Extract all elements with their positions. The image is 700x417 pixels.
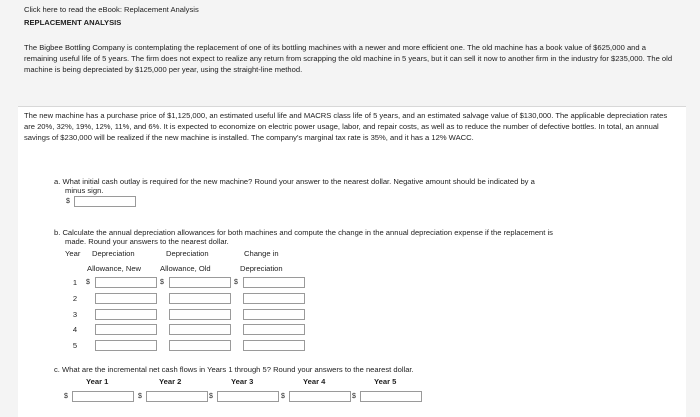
question-a-text: a. What initial cash outlay is required for the new machine? Round your answer to the nearest dollar. Negative amount should be indicated by a: [54, 177, 535, 186]
dep-change-year-2-input[interactable]: [243, 293, 305, 304]
header-depreciation-change: Depreciation: [240, 264, 283, 273]
header-change-in: Change in: [244, 249, 279, 258]
dep-old-year-5-input[interactable]: [169, 340, 231, 351]
dollar-sign: $: [66, 198, 70, 205]
problem-paragraph-2: The new machine has a purchase price of $1,125,000, an estimated useful life and MACRS class life of 5 years, and an estimated salvage value of $130,000. The applicable depreciation rates are 20%, 32%, 19%, 12%, 11%, and 6%. It is expected to economize on electric power usage, labor, and repair costs, as well as to reduce the number of defective bottles. In total, an annual savings of $230,000 will be realized if the new machine is installed. The company's marginal tax rate is 35%, and it has a 12% WACC.: [24, 111, 668, 143]
page-title: REPLACEMENT ANALYSIS: [24, 18, 122, 27]
cash-flow-year-4-input[interactable]: [289, 391, 351, 402]
question-c-text: c. What are the incremental net cash flows in Years 1 through 5? Round your answers to the nearest dollar.: [54, 365, 414, 374]
year-label: 5: [72, 341, 78, 350]
dollar-sign: $: [281, 393, 285, 400]
cash-flow-year-5-input[interactable]: [360, 391, 422, 402]
question-a-text-cont: minus sign.: [65, 186, 104, 195]
header-year-4: Year 4: [303, 377, 326, 386]
problem-paragraph-1: The Bigbee Bottling Company is contemplating the replacement of one of its bottling machines with a newer and more efficient one. The old machine has a book value of $625,000 and a remaining useful life of 5 years. The firm does not expect to realize any return from scrapping the old machine in 5 years, but it can sell it now to another firm in the industry for $235,000. The old machine is being depreciated by $125,000 per year, using the straight-line method.: [24, 43, 673, 75]
dollar-sign: $: [138, 393, 142, 400]
year-label: 1: [72, 278, 78, 287]
ebook-link[interactable]: Click here to read the eBook: Replacement Analysis: [24, 5, 199, 14]
header-depreciation-new: Depreciation: [92, 249, 135, 258]
dollar-sign: $: [86, 279, 90, 286]
header-allowance-new: Allowance, New: [87, 264, 142, 273]
header-year-2: Year 2: [159, 377, 182, 386]
dollar-sign: $: [64, 393, 68, 400]
dep-change-year-5-input[interactable]: [243, 340, 305, 351]
header-year-5: Year 5: [374, 377, 397, 386]
year-label: 2: [72, 294, 78, 303]
header-allowance-old: Allowance, Old: [160, 264, 211, 273]
dep-old-year-3-input[interactable]: [169, 309, 231, 320]
dep-new-year-3-input[interactable]: [95, 309, 157, 320]
dollar-sign: $: [352, 393, 356, 400]
question-b-text: b. Calculate the annual depreciation allowances for both machines and compute the change in the annual depreciation expense if the replacement is: [54, 228, 553, 237]
dep-old-year-4-input[interactable]: [169, 324, 231, 335]
cash-flow-year-1-input[interactable]: [72, 391, 134, 402]
question-b-text-cont: made. Round your answers to the nearest dollar.: [65, 237, 229, 246]
initial-outlay-input[interactable]: [74, 196, 136, 207]
dep-new-year-2-input[interactable]: [95, 293, 157, 304]
header-year-1: Year 1: [86, 377, 109, 386]
dep-change-year-1-input[interactable]: [243, 277, 305, 288]
dep-new-year-5-input[interactable]: [95, 340, 157, 351]
dollar-sign: $: [160, 279, 164, 286]
year-label: 4: [72, 325, 78, 334]
dollar-sign: $: [234, 279, 238, 286]
dep-new-year-1-input[interactable]: [95, 277, 157, 288]
dep-new-year-4-input[interactable]: [95, 324, 157, 335]
dep-change-year-4-input[interactable]: [243, 324, 305, 335]
dep-old-year-1-input[interactable]: [169, 277, 231, 288]
cash-flow-year-3-input[interactable]: [217, 391, 279, 402]
header-year-3: Year 3: [231, 377, 254, 386]
dollar-sign: $: [209, 393, 213, 400]
cash-flow-year-2-input[interactable]: [146, 391, 208, 402]
header-year: Year: [65, 249, 81, 258]
header-depreciation-old: Depreciation: [166, 249, 209, 258]
dep-change-year-3-input[interactable]: [243, 309, 305, 320]
dep-old-year-2-input[interactable]: [169, 293, 231, 304]
year-label: 3: [72, 310, 78, 319]
